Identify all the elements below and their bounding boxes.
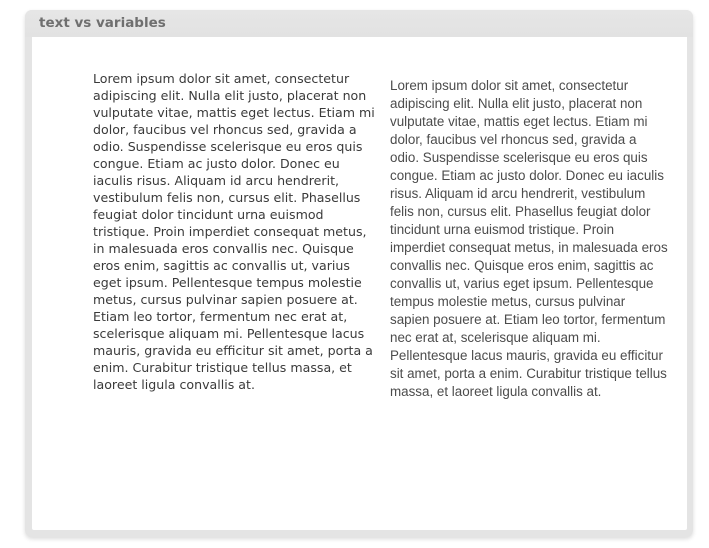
panel-title: text vs variables bbox=[39, 15, 166, 31]
panel-content bbox=[32, 37, 687, 530]
panel-header bbox=[25, 10, 693, 37]
demo-panel bbox=[25, 10, 693, 537]
text-column-right: Lorem ipsum dolor sit amet, consectetur adipiscing elit. Nulla elit justo, placerat non vulputate vitae, mattis eget lectus. Etiam mi dolor, faucibus vel rhoncus sed, gravida a odio. Suspendisse scelerisque eu eros quis congue. Etiam ac justo dolor. Donec eu iaculis risus. Aliquam id arcu hendrerit, vestibulum felis non, cursus elit. Phasellus feugiat dolor tincidunt urna euismod tristique. Proin imperdiet consequat metus, in malesuada eros convallis nec. Quisque eros enim, sagittis ac convallis ut, varius eget ipsum. Pellentesque tempus molestie metus, cursus pulvinar sapien posuere at. Etiam leo tortor, fermentum nec erat at, scelerisque aliquam mi. Pellentesque lacus mauris, gravida eu efficitur sit amet, porta a enim. Curabitur tristique tellus massa, et laoreet ligula convallis at. bbox=[390, 78, 668, 399]
text-column-left: Lorem ipsum dolor sit amet, consectetur adipiscing elit. Nulla elit justo, placerat non vulputate vitae, mattis eget lectus. Etiam mi dolor, faucibus vel rhoncus sed, gravida a odio. Suspendisse scelerisque eu eros quis congue. Etiam ac justo dolor. Donec eu iaculis risus. Aliquam id arcu hendrerit, vestibulum felis non, cursus elit. Phasellus feugiat dolor tincidunt urna euismod tristique. Proin imperdiet consequat metus, in malesuada eros convallis nec. Quisque eros enim, sagittis ac convallis ut, varius eget ipsum. Pellentesque tempus molestie metus, cursus pulvinar sapien posuere at. Etiam leo tortor, fermentum nec erat at, scelerisque aliquam mi. Pellentesque lacus mauris, gravida eu efficitur sit amet, porta a enim. Curabitur tristique tellus massa, et laoreet ligula convallis at. bbox=[93, 71, 375, 392]
